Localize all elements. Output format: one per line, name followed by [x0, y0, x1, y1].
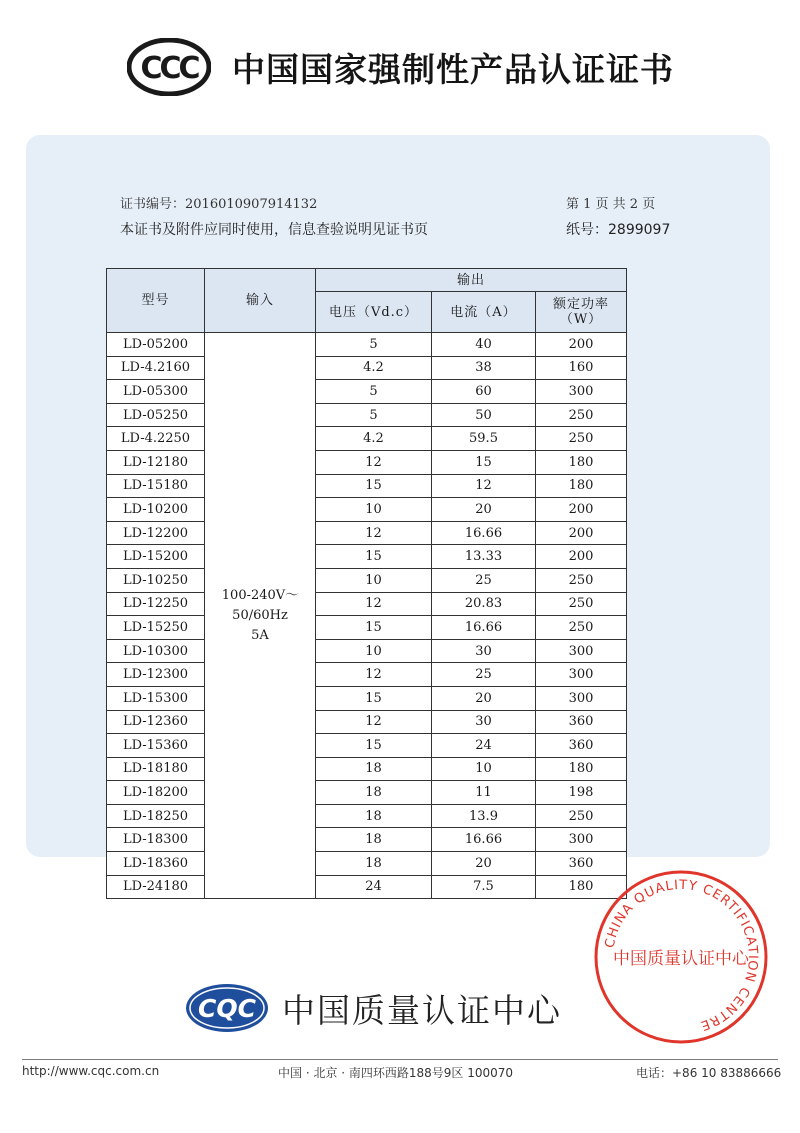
col-header-power: 额定功率（W） — [536, 292, 627, 333]
cell-current: 12 — [432, 474, 536, 498]
cell-power: 300 — [536, 663, 627, 687]
usage-note: 本证书及附件应同时使用，信息查验说明见证书页 — [120, 222, 428, 238]
cell-voltage: 4.2 — [316, 356, 432, 380]
cell-model: LD-18250 — [107, 804, 205, 828]
input-line: 50/60Hz — [232, 607, 288, 623]
seal-outer-text: CHINA QUALITY CERTIFICATION CENTRE — [602, 877, 761, 1034]
table-row — [107, 568, 627, 592]
cell-model: LD-12300 — [107, 663, 205, 687]
cell-voltage: 10 — [316, 568, 432, 592]
cell-voltage: 18 — [316, 804, 432, 828]
cell-power: 250 — [536, 616, 627, 640]
input-line: 5A — [251, 627, 269, 643]
cell-current: 11 — [432, 781, 536, 805]
footer-phone: 电话：+86 10 83886666 — [636, 1066, 782, 1080]
cell-model: LD-10200 — [107, 498, 205, 522]
cell-voltage: 15 — [316, 616, 432, 640]
cell-power: 360 — [536, 734, 627, 758]
cell-current: 50 — [432, 403, 536, 427]
cell-model: LD-15200 — [107, 545, 205, 569]
cell-power: 250 — [536, 592, 627, 616]
cell-input — [205, 333, 316, 899]
table-row — [107, 403, 627, 427]
cell-voltage: 4.2 — [316, 427, 432, 451]
cell-model: LD-15360 — [107, 734, 205, 758]
seal-inner-text: 中国质量认证中心 — [613, 949, 749, 969]
cell-model: LD-12250 — [107, 592, 205, 616]
cell-voltage: 5 — [316, 333, 432, 357]
table-row — [107, 521, 627, 545]
table-row — [107, 757, 627, 781]
cell-voltage: 12 — [316, 663, 432, 687]
cell-current: 20 — [432, 852, 536, 876]
table-row — [107, 639, 627, 663]
cell-current: 30 — [432, 639, 536, 663]
cell-current: 16.66 — [432, 521, 536, 545]
cell-voltage: 10 — [316, 639, 432, 663]
cell-power: 300 — [536, 828, 627, 852]
col-header-model: 型号 — [107, 269, 205, 333]
page-indicator: 第 1 页 共 2 页 — [566, 197, 656, 212]
cell-model: LD-10250 — [107, 568, 205, 592]
cell-voltage: 12 — [316, 450, 432, 474]
table-row — [107, 828, 627, 852]
cell-voltage: 18 — [316, 781, 432, 805]
cell-model: LD-18200 — [107, 781, 205, 805]
table-row — [107, 427, 627, 451]
cqc-logo-text: CQC — [198, 994, 256, 1023]
certificate-title: 中国国家强制性产品认证证书 — [232, 50, 674, 89]
cell-power: 180 — [536, 757, 627, 781]
cell-model: LD-10300 — [107, 639, 205, 663]
table-row — [107, 498, 627, 522]
cell-power: 200 — [536, 521, 627, 545]
cell-power: 250 — [536, 427, 627, 451]
cell-power: 180 — [536, 875, 627, 899]
cell-model: LD-05250 — [107, 403, 205, 427]
cell-power: 300 — [536, 686, 627, 710]
cell-power: 200 — [536, 498, 627, 522]
cell-power: 250 — [536, 403, 627, 427]
certificate-number: 证书编号：2016010907914132 — [120, 197, 318, 212]
cell-current: 25 — [432, 568, 536, 592]
cell-power: 160 — [536, 356, 627, 380]
cell-voltage: 5 — [316, 403, 432, 427]
footer-divider — [22, 1059, 778, 1060]
cell-voltage: 18 — [316, 852, 432, 876]
cell-voltage: 18 — [316, 757, 432, 781]
cell-current: 20 — [432, 686, 536, 710]
table-row — [107, 734, 627, 758]
cell-current: 40 — [432, 333, 536, 357]
cell-voltage: 12 — [316, 710, 432, 734]
footer-address: 中国 · 北京 · 南四环西路188号9区 100070 — [278, 1066, 514, 1080]
paper-number: 纸号：2899097 — [566, 222, 671, 238]
cell-current: 16.66 — [432, 616, 536, 640]
table-row — [107, 450, 627, 474]
cell-voltage: 24 — [316, 875, 432, 899]
cell-current: 38 — [432, 356, 536, 380]
cell-current: 15 — [432, 450, 536, 474]
footer-website[interactable]: http://www.cqc.com.cn — [22, 1064, 160, 1078]
input-line: 100-240V～ — [221, 587, 299, 603]
cell-model: LD-18180 — [107, 757, 205, 781]
cell-voltage: 5 — [316, 380, 432, 404]
product-spec-table — [106, 268, 627, 899]
table-row — [107, 545, 627, 569]
col-header-input: 输入 — [205, 269, 316, 333]
cell-voltage: 12 — [316, 592, 432, 616]
table-row — [107, 380, 627, 404]
cell-power: 180 — [536, 474, 627, 498]
cell-model: LD-15300 — [107, 686, 205, 710]
cell-current: 30 — [432, 710, 536, 734]
col-header-current: 电流（A） — [432, 292, 536, 333]
cell-voltage: 18 — [316, 828, 432, 852]
cell-current: 60 — [432, 380, 536, 404]
cell-power: 360 — [536, 710, 627, 734]
cell-model: LD-4.2250 — [107, 427, 205, 451]
table-row — [107, 616, 627, 640]
cell-model: LD-12180 — [107, 450, 205, 474]
cell-power: 200 — [536, 333, 627, 357]
table-row — [107, 663, 627, 687]
cell-voltage: 12 — [316, 521, 432, 545]
table-row — [107, 474, 627, 498]
cell-power: 250 — [536, 568, 627, 592]
cell-voltage: 15 — [316, 545, 432, 569]
ccc-logo-text: CCC — [140, 51, 198, 86]
table-row — [107, 804, 627, 828]
cell-current: 59.5 — [432, 427, 536, 451]
cell-voltage: 15 — [316, 474, 432, 498]
spec-table-body — [107, 333, 627, 899]
cell-power: 200 — [536, 545, 627, 569]
certification-seal — [592, 868, 770, 1046]
table-row — [107, 333, 627, 357]
cell-power: 180 — [536, 450, 627, 474]
cell-model: LD-15250 — [107, 616, 205, 640]
table-row — [107, 781, 627, 805]
cell-voltage: 15 — [316, 734, 432, 758]
certificate-header — [0, 0, 800, 130]
cell-current: 13.33 — [432, 545, 536, 569]
col-header-voltage: 电压（Vd.c） — [316, 292, 432, 333]
cell-power: 300 — [536, 380, 627, 404]
col-header-output: 输出 — [316, 269, 627, 292]
cell-current: 10 — [432, 757, 536, 781]
cell-model: LD-18360 — [107, 852, 205, 876]
cell-power: 360 — [536, 852, 627, 876]
cell-model: LD-18300 — [107, 828, 205, 852]
cell-power: 198 — [536, 781, 627, 805]
cell-power: 250 — [536, 804, 627, 828]
cell-current: 16.66 — [432, 828, 536, 852]
cell-model: LD-4.2160 — [107, 356, 205, 380]
cell-model: LD-24180 — [107, 875, 205, 899]
issuer-name: 中国质量认证中心 — [282, 991, 562, 1030]
cell-model: LD-12360 — [107, 710, 205, 734]
cell-power: 300 — [536, 639, 627, 663]
table-row — [107, 852, 627, 876]
cell-model: LD-15180 — [107, 474, 205, 498]
cqc-logo-icon — [184, 982, 270, 1034]
cell-model: LD-05300 — [107, 380, 205, 404]
table-row — [107, 592, 627, 616]
cell-current: 25 — [432, 663, 536, 687]
cell-current: 20 — [432, 498, 536, 522]
cell-voltage: 15 — [316, 686, 432, 710]
cell-model: LD-05200 — [107, 333, 205, 357]
cell-voltage: 10 — [316, 498, 432, 522]
cell-model: LD-12200 — [107, 521, 205, 545]
cell-current: 7.5 — [432, 875, 536, 899]
table-row — [107, 686, 627, 710]
cell-current: 13.9 — [432, 804, 536, 828]
ccc-mark-icon — [127, 38, 211, 96]
table-row — [107, 356, 627, 380]
cell-current: 20.83 — [432, 592, 536, 616]
table-row — [107, 875, 627, 899]
cell-current: 24 — [432, 734, 536, 758]
table-row — [107, 710, 627, 734]
